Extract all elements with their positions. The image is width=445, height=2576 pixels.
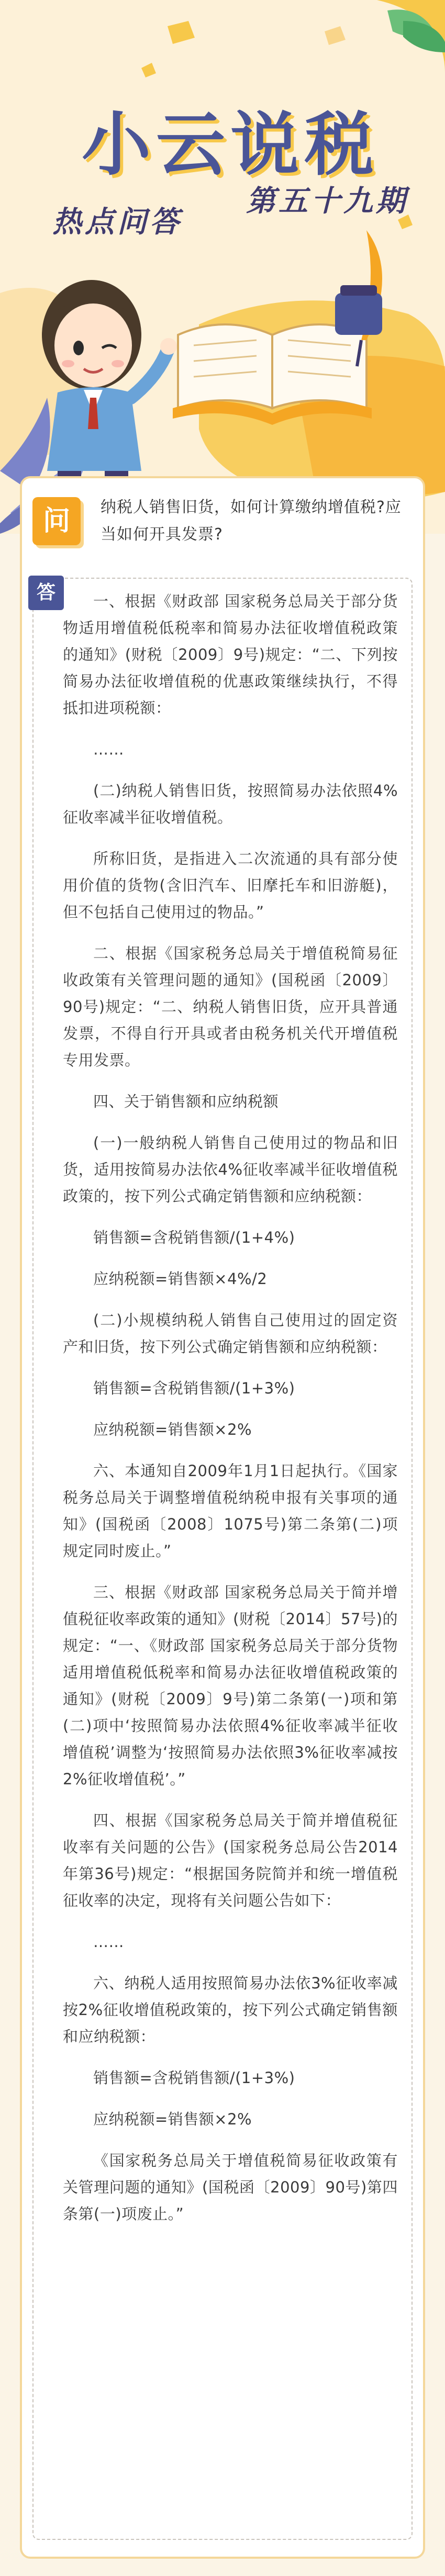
formula-line: 应纳税额=销售额×2% bbox=[93, 1421, 252, 1438]
hero-illustration bbox=[0, 0, 445, 534]
answer-paragraph: 六、纳税人适用按照简易办法依3%征收率减按2%征收增值税政策的，按下列公式确定销售额和应纳税额： bbox=[63, 1974, 398, 2045]
answer-paragraph: 一、根据《财政部 国家税务总局关于部分货物适用增值税低税率和简易办法征收增值税政策的通知》(财税〔2009〕9号)规定：“二、下列按简易办法征收增值税的优惠政策继续执行，不得抵扣进项税额： bbox=[63, 592, 398, 717]
question-badge: 问 bbox=[32, 497, 81, 545]
answer-paragraph: 二、根据《国家税务总局关于增值税简易征收政策有关管理问题的通知》(国税函〔2009〕90号)规定：“二、纳税人销售旧货，应开具普通发票，不得自行开具或者由税务机关代开增值税专用发票。 bbox=[63, 944, 398, 1069]
question-text: 纳税人销售旧货，如何计算缴纳增值税?应当如何开具发票? bbox=[101, 498, 402, 544]
answer-paragraph: (一)一般纳税人销售自己使用过的物品和旧货，适用按简易办法依4%征收率减半征收增值税政策的，按下列公式确定销售额和应纳税额： bbox=[63, 1134, 398, 1205]
answer-paragraph: …… bbox=[93, 1933, 124, 1951]
topic-label: 热点问答 bbox=[52, 205, 182, 239]
page-footer-strip bbox=[0, 2564, 445, 2576]
answer-content bbox=[63, 588, 398, 2242]
answer-paragraph: 三、根据《财政部 国家税务总局关于简并增值税征收率政策的通知》(财税〔2014〕57号)的规定：“一、《财政部 国家税务总局关于部分货物适用增值税低税率和简易办法征收增值税政策的通知》(财税〔2009〕9号)第二条第(一)项和第(二)项中‘按照简易办法依照4%征收率减半征收增值税’调整为‘按照简易办法依照3%征收率减按2%征收增值税’。” bbox=[63, 1583, 398, 1788]
formula-line: 销售额=含税销售额/(1+3%) bbox=[93, 1379, 295, 1397]
answer-paragraph: (二)小规模纳税人销售自己使用过的固定资产和旧货，按下列公式确定销售额和应纳税额： bbox=[63, 1311, 398, 1356]
brand-title: 小云说税 bbox=[82, 104, 379, 185]
answer-paragraph: 四、关于销售额和应纳税额 bbox=[93, 1093, 279, 1110]
answer-paragraph: 六、本通知自2009年1月1日起执行。《国家税务总局关于调整增值税纳税申报有关事项的通知》(国税函〔2008〕1075号)第二条第(二)项规定同时废止。” bbox=[63, 1462, 398, 1560]
answer-paragraph: …… bbox=[93, 740, 124, 758]
answer-badge: 答 bbox=[28, 576, 64, 610]
answer-paragraph: 《国家税务总局关于增值税简易征收政策有关管理问题的通知》(国税函〔2009〕90号)第四条第(一)项废止。” bbox=[63, 2152, 398, 2223]
formula-line: 销售额=含税销售额/(1+3%) bbox=[93, 2069, 295, 2087]
issue-label: 第五十九期 bbox=[246, 184, 408, 218]
formula-line: 销售额=含税销售额/(1+4%) bbox=[93, 1229, 295, 1246]
answer-paragraph: 四、根据《国家税务总局关于简并增值税征收率有关问题的公告》(国家税务总局公告2014年第36号)规定：“根据国务院简并和统一增值税征收率的决定，现将有关问题公告如下： bbox=[63, 1812, 398, 1909]
formula-line: 应纳税额=销售额×2% bbox=[93, 2110, 252, 2128]
answer-paragraph: 所称旧货，是指进入二次流通的具有部分使用价值的货物(含旧汽车、旧摩托车和旧游艇)，但不包括自己使用过的物品。” bbox=[63, 850, 398, 921]
hero-banner bbox=[0, 0, 445, 534]
answer-paragraph: (二)纳税人销售旧货，按照简易办法依照4%征收率减半征收增值税。 bbox=[63, 782, 398, 826]
answer-section bbox=[32, 578, 413, 2540]
qa-card bbox=[20, 476, 425, 2559]
question-section bbox=[32, 494, 415, 567]
formula-line: 应纳税额=销售额×4%/2 bbox=[93, 1270, 268, 1288]
